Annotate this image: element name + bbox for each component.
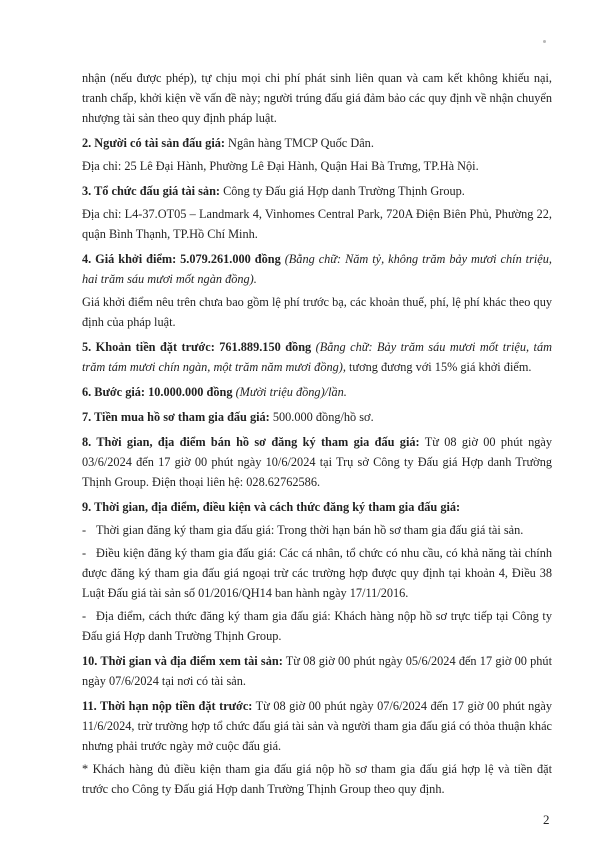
- section-6-words: (Mười triệu đồng)/lần.: [232, 385, 347, 399]
- section-10-label: 10. Thời gian và địa điểm xem tài sản:: [82, 654, 283, 668]
- section-3: [82, 181, 552, 201]
- section-6-label: 6. Bước giá: 10.000.000 đồng: [82, 385, 233, 399]
- section-4-note: Giá khởi điểm nêu trên chưa bao gồm lệ phí trước bạ, các khoản thuế, phí, lệ phí khác theo quy định của pháp luật.: [82, 295, 552, 329]
- section-9: [82, 497, 552, 517]
- section-4-words: (Bằng chữ: Năm tỷ, không trăm bảy mươi chín triệu, hai trăm sáu mươi mốt ngàn đồng).: [82, 252, 552, 286]
- section-3-address: Địa chỉ: L4-37.OT05 – Landmark 4, Vinhomes Central Park, 720A Điện Biên Phủ, Phường 22, quận Bình Thạnh, TP.Hồ Chí Minh.: [82, 207, 552, 241]
- section-2: [82, 133, 552, 153]
- section-2-value: Ngân hàng TMCP Quốc Dân.: [224, 136, 374, 150]
- section-7-label: 7. Tiền mua hồ sơ tham gia đấu giá:: [82, 410, 270, 424]
- section-5-label: 5. Khoản tiền đặt trước: 761.889.150 đồng: [82, 340, 312, 354]
- section-11-value: Từ 08 giờ 00 phút ngày 07/6/2024 đến 17 giờ 00 phút ngày 11/6/2024, trừ trường hợp tổ chức đấu giá tài sản và người tham gia đấu giá có thỏa thuận khác nhưng phải trước ngày mở cuộc đấu giá.: [82, 699, 552, 753]
- section-8-label: 8. Thời gian, địa điểm bán hồ sơ đăng ký tham gia đấu giá:: [82, 435, 420, 449]
- document-body: [82, 68, 552, 804]
- section-5: [82, 337, 552, 377]
- section-3-value: Công ty Đấu giá Hợp danh Trường Thịnh Group.: [220, 184, 465, 198]
- section-4-label: 4. Giá khởi điểm: 5.079.261.000 đồng: [82, 252, 281, 266]
- section-6: [82, 382, 552, 402]
- bullet-dash: -: [82, 609, 87, 623]
- section-7: [82, 407, 552, 427]
- section-9-item: [82, 543, 552, 603]
- section-9-item: [82, 520, 552, 540]
- section-9-item-text: Địa điểm, cách thức đăng ký tham gia đấu giá: Khách hàng nộp hồ sơ trực tiếp tại Công ty Đấu giá Hợp danh Trường Thịnh Group.: [82, 609, 552, 643]
- section-10: [82, 651, 552, 691]
- section-11-label: 11. Thời hạn nộp tiền đặt trước:: [82, 699, 253, 713]
- section-9-item-text: Thời gian đăng ký tham gia đấu giá: Trong thời hạn bán hồ sơ tham gia đấu giá tài sản.: [96, 523, 524, 537]
- section-9-item: [82, 606, 552, 646]
- section-5-words: (Bằng chữ: Bảy trăm sáu mươi mốt triệu, tám trăm tám mươi chín ngàn, một trăm năm mươi đồng),: [82, 340, 552, 374]
- section-9-item-text: Điều kiện đăng ký tham gia đấu giá: Các cá nhân, tổ chức có nhu cầu, có khả năng tài chính được đăng ký tham gia đấu giá ngoại trừ các trường hợp được quy định tại khoản 4, Điều 38 Luật Đấu giá tài sản số 01/2016/QH14 ban hành ngày 17/11/2016.: [82, 546, 552, 600]
- section-11-note: * Khách hàng đủ điều kiện tham gia đấu giá nộp hồ sơ tham gia đấu giá hợp lệ và tiền đặt trước cho Công ty Đấu giá Hợp danh Trường Thịnh Group theo quy định.: [82, 762, 552, 796]
- section-10-value: Từ 08 giờ 00 phút ngày 05/6/2024 đến 17 giờ 00 phút ngày 07/6/2024 tại nơi có tài sản.: [82, 654, 552, 688]
- scan-mark: [543, 40, 546, 43]
- section-3-label: 3. Tổ chức đấu giá tài sản:: [82, 184, 220, 198]
- section-7-value: 500.000 đồng/hồ sơ.: [269, 410, 374, 424]
- section-2-address: Địa chỉ: 25 Lê Đại Hành, Phường Lê Đại Hành, Quận Hai Bà Trưng, TP.Hà Nội.: [82, 159, 479, 173]
- intro-paragraph: nhận (nếu được phép), tự chịu mọi chi phí phát sinh liên quan và cam kết không khiếu nại, tranh chấp, khởi kiện về vấn đề này; người trúng đấu giá đảm bảo các quy định về nhận chuyển nhượng tài sản theo quy định pháp luật.: [82, 71, 552, 125]
- bullet-dash: -: [82, 523, 87, 537]
- section-2-label: 2. Người có tài sản đấu giá:: [82, 136, 225, 150]
- section-8-value: Từ 08 giờ 00 phút ngày 03/6/2024 đến 17 giờ 00 phút ngày 10/6/2024 tại Trụ sở Công ty Đấu giá Hợp danh Trường Thịnh Group. Điện thoại liên hệ: 028.62762586.: [82, 435, 553, 489]
- section-4: [82, 249, 552, 289]
- bullet-dash: -: [82, 546, 87, 560]
- section-5-rest: tương đương với 15% giá khởi điểm.: [345, 360, 532, 374]
- section-8: [82, 432, 552, 492]
- section-11: [82, 696, 552, 756]
- page-number: 2: [543, 812, 550, 827]
- section-9-label: 9. Thời gian, địa điểm, điều kiện và cách thức đăng ký tham gia đấu giá:: [82, 500, 461, 514]
